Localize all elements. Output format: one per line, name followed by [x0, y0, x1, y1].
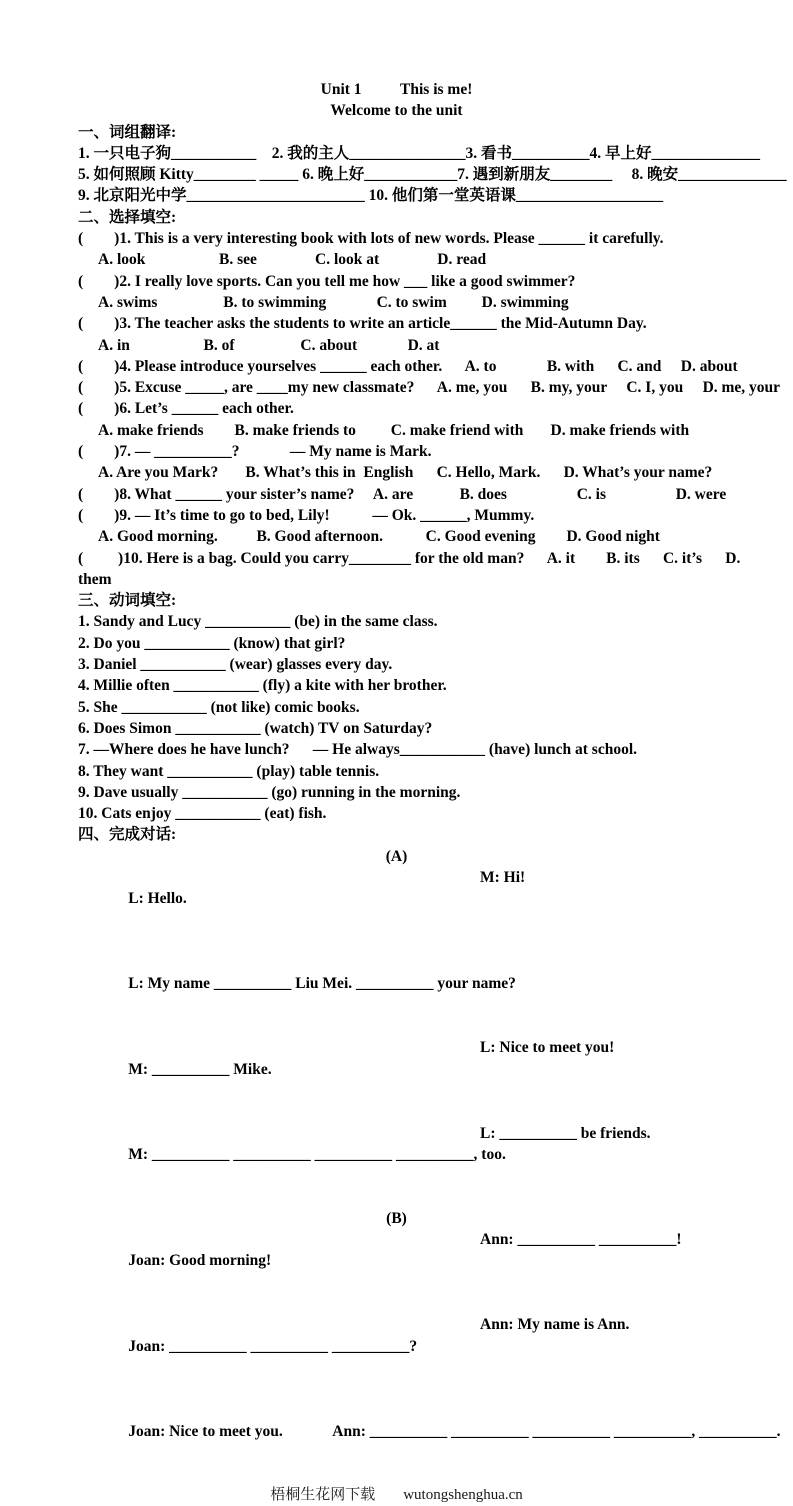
mc-question-2: ( )2. I really love sports. Can you tell me how ___ like a good swimmer?	[78, 272, 576, 290]
dialogue-a-row-1-left: L: Hello.	[128, 890, 187, 908]
footer-site-name: 梧桐生花网下载	[270, 1486, 376, 1503]
mc-options-2: A. swims B. to swimming C. to swim D. swimming	[98, 293, 569, 311]
verb-item-3: 3. Daniel ___________ (wear) glasses every day.	[78, 656, 393, 674]
mc-question-5: ( )5. Excuse _____, are ____my new classmate? A. me, you B. my, your C. I, you D. me, your	[78, 379, 781, 397]
footer	[78, 1485, 715, 1506]
phrase-line-3: 9. 北京阳光中学_______________________ 10. 他们第一堂英语课___________________	[78, 187, 664, 205]
unit-title: Unit 1 This is me!	[320, 81, 473, 98]
mc-question-3: ( )3. The teacher asks the students to write an article______ the Mid-Autumn Day.	[78, 315, 647, 333]
dialogue-a-row-4-right: L: __________ be friends.	[480, 1124, 651, 1142]
mc-question-10: ( )10. Here is a bag. Could you carry________ for the old man? A. it B. its C. it’s D.	[78, 549, 741, 567]
dialogue-b-row-2-right: Ann: My name is Ann.	[480, 1316, 630, 1334]
dialogue-a-row-3	[78, 1037, 715, 1122]
worksheet-content	[78, 79, 787, 1506]
dialogue-a-row-1-right: M: Hi!	[480, 868, 526, 886]
dialogue-b-row-2-left: Joan: __________ __________ __________?	[128, 1337, 418, 1355]
verb-item-5: 5. She ___________ (not like) comic books.	[78, 698, 360, 716]
section4-heading: 四、完成对话:	[78, 826, 177, 844]
verb-item-6: 6. Does Simon ___________ (watch) TV on Saturday?	[78, 719, 433, 737]
verb-item-8: 8. They want ___________ (play) table tennis.	[78, 762, 380, 780]
verb-item-2: 2. Do you ___________ (know) that girl?	[78, 634, 346, 652]
footer-site-url: wutongshenghua.cn	[403, 1486, 523, 1503]
mc-options-7: A. Are you Mark? B. What’s this in English C. Hello, Mark. D. What’s your name?	[98, 464, 713, 482]
dialogue-a-row-4	[78, 1123, 715, 1208]
mc-question-8: ( )8. What ______ your sister’s name? A. are B. does C. is D. were	[78, 485, 727, 503]
dialogue-b-row-2	[78, 1314, 715, 1399]
mc-question-9: ( )9. — It’s time to go to bed, Lily! — Ok. ______, Mummy.	[78, 506, 535, 524]
verb-item-9: 9. Dave usually ___________ (go) running in the morning.	[78, 783, 461, 801]
dialogue-a-label: (A)	[385, 847, 408, 865]
section2-heading: 二、选择填空:	[78, 208, 177, 226]
dialogue-b-label: (B)	[386, 1209, 407, 1227]
verb-item-1: 1. Sandy and Lucy ___________ (be) in the same class.	[78, 613, 438, 631]
dialogue-b-row-3-left: Joan: Nice to meet you. Ann: __________ __________ __________ __________, __________.	[128, 1422, 781, 1440]
mc-options-3: A. in B. of C. about D. at	[98, 336, 440, 354]
dialogue-a-row-3-left: M: __________ Mike.	[128, 1060, 272, 1078]
dialogue-a-row-3-right: L: Nice to meet you!	[480, 1039, 615, 1057]
mc-options-6: A. make friends B. make friends to C. make friend with D. make friends with	[98, 421, 690, 439]
mc-question-6: ( )6. Let’s ______ each other.	[78, 400, 294, 418]
verb-item-10: 10. Cats enjoy ___________ (eat) fish.	[78, 805, 327, 823]
dialogue-a-row-1	[78, 867, 715, 952]
mc-question-7: ( )7. — __________? — My name is Mark.	[78, 443, 432, 461]
mc-options-1: A. look B. see C. look at D. read	[98, 251, 487, 269]
verb-item-7: 7. —Where does he have lunch? — He always___________ (have) lunch at school.	[78, 741, 638, 759]
mc-question-10-overflow: them	[78, 570, 112, 588]
dialogue-a-row-2-left: L: My name __________ Liu Mei. __________ your name?	[128, 975, 516, 993]
verb-item-4: 4. Millie often ___________ (fly) a kite with her brother.	[78, 677, 447, 695]
mc-question-1: ( )1. This is a very interesting book with lots of new words. Please ______ it carefully.	[78, 230, 664, 248]
section3-heading: 三、动词填空:	[78, 592, 177, 610]
dialogue-b-row-1-right: Ann: __________ __________!	[480, 1231, 682, 1249]
dialogue-a-row-2	[78, 952, 715, 1037]
unit-subtitle: Welcome to the unit	[330, 102, 463, 120]
phrase-line-1: 1. 一只电子狗___________ 2. 我的主人_______________3. 看书__________4. 早上好______________	[78, 144, 761, 162]
dialogue-b-row-1-left: Joan: Good morning!	[128, 1252, 272, 1270]
dialogue-a-row-4-left: M: __________ __________ __________ __________, too.	[128, 1145, 506, 1163]
phrase-line-2: 5. 如何照顾 Kitty________ _____ 6. 晚上好____________7. 遇到新朋友________ 8. 晚安______________	[78, 166, 787, 184]
dialogue-b-row-1	[78, 1229, 715, 1314]
section1-heading: 一、词组翻译:	[78, 123, 177, 141]
dialogue-b-row-3	[78, 1399, 781, 1484]
mc-options-9: A. Good morning. B. Good afternoon. C. Good evening D. Good night	[98, 528, 660, 546]
mc-question-4: ( )4. Please introduce yourselves ______ each other. A. to B. with C. and D. about	[78, 357, 738, 375]
